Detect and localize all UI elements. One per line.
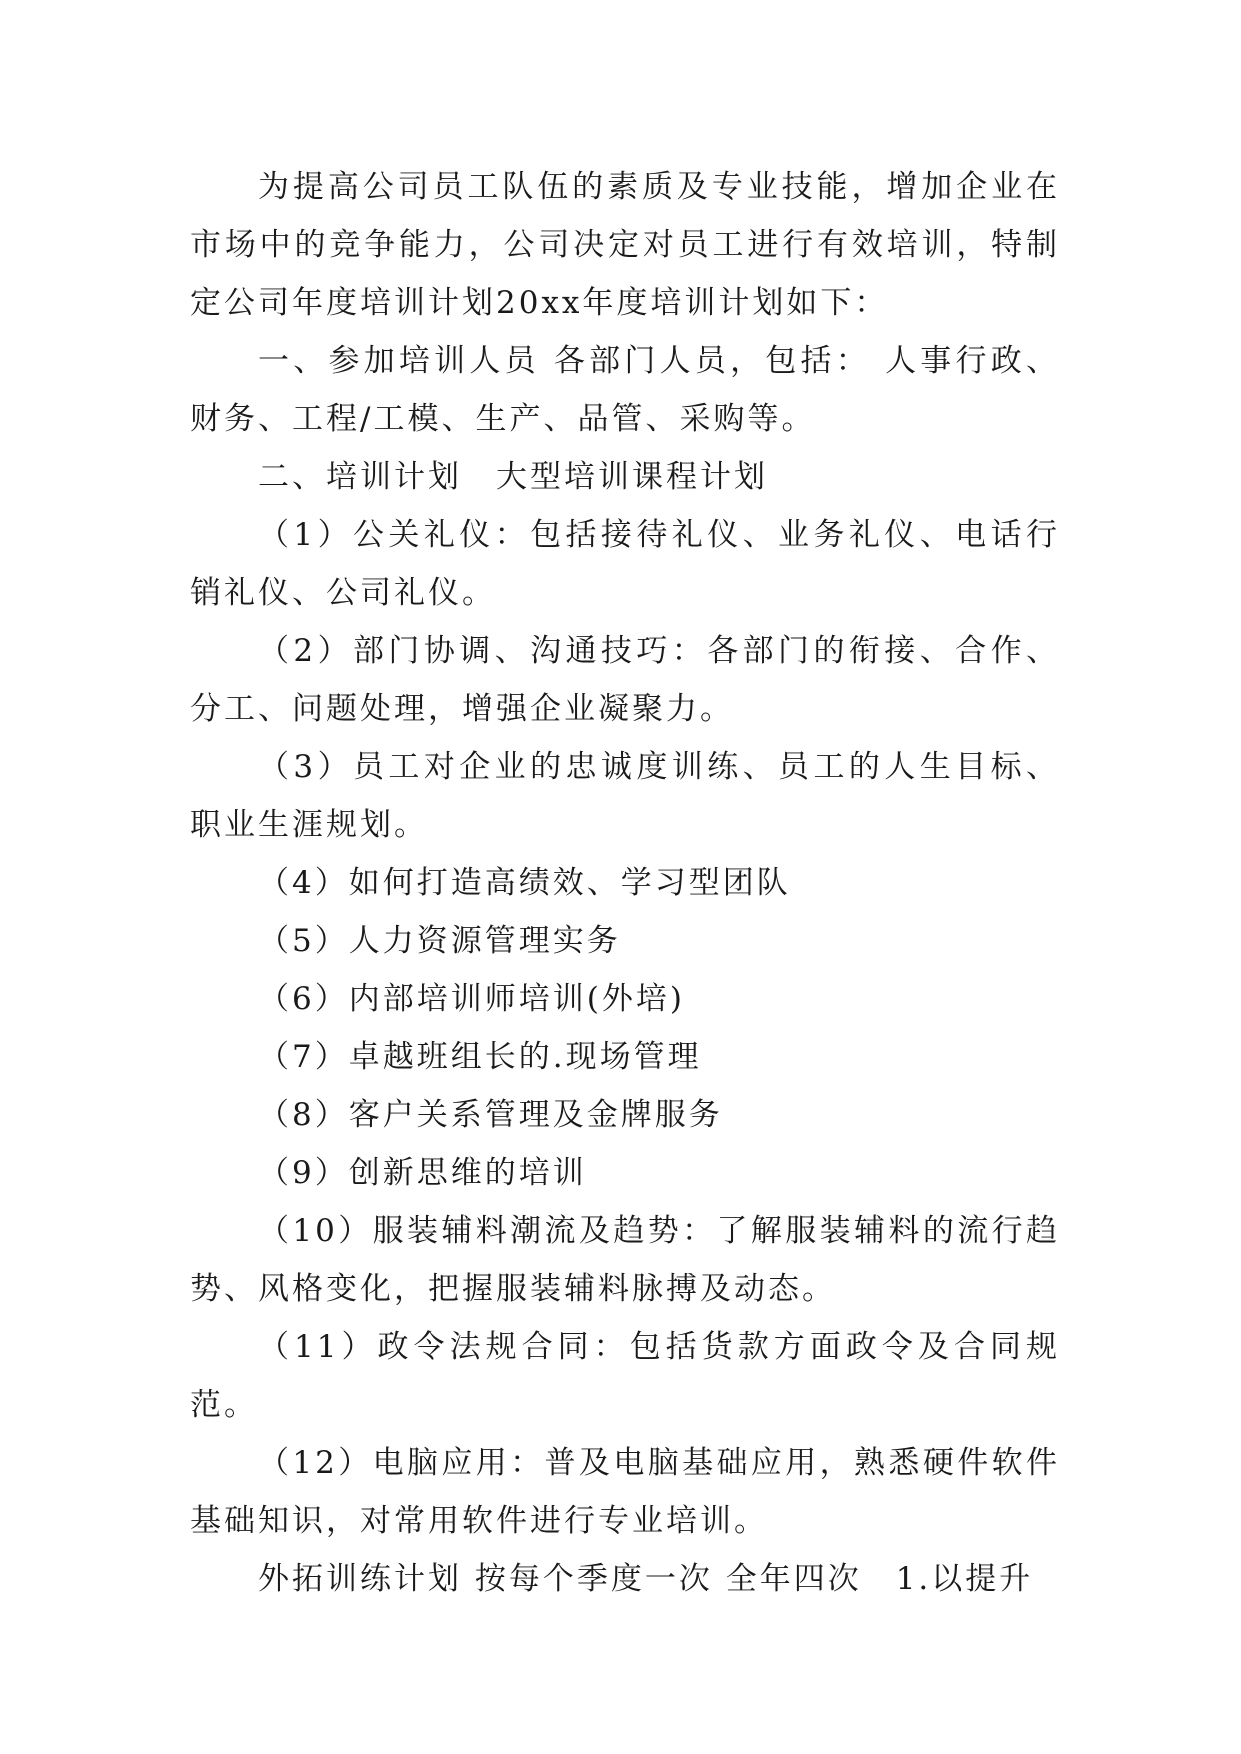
course-item-3: （3）员工对企业的忠诚度训练、员工的人生目标、职业生涯规划。: [190, 749, 1060, 843]
course-item-2: （2）部门协调、沟通技巧：各部门的衔接、合作、分工、问题处理，增强企业凝聚力。: [190, 633, 1060, 727]
course-item-10: （10）服装辅料潮流及趋势：了解服装辅料的流行趋势、风格变化，把握服装辅料脉搏及动态。: [190, 1213, 1060, 1307]
course-item-8: （8）客户关系管理及金牌服务: [258, 1097, 723, 1133]
course-item-4: （4）如何打造高绩效、学习型团队: [258, 865, 791, 901]
outdoor-training-plan: 外拓训练计划 按每个季度一次 全年四次 1.以提升: [258, 1561, 1034, 1597]
course-item-1: （1）公关礼仪：包括接待礼仪、业务礼仪、电话行销礼仪、公司礼仪。: [190, 517, 1060, 611]
intro-paragraph: 为提高公司员工队伍的素质及专业技能，增加企业在市场中的竞争能力，公司决定对员工进行有效培训，特制定公司年度培训计划20xx年度培训计划如下：: [190, 169, 1060, 321]
document-body: [190, 158, 1060, 1608]
course-item-11: （11）政令法规合同：包括货款方面政令及合同规范。: [190, 1329, 1060, 1423]
course-item-7: （7）卓越班组长的.现场管理: [258, 1039, 702, 1075]
section-training-plan: 二、培训计划 大型培训课程计划: [258, 459, 768, 495]
course-item-6: （6）内部培训师培训(外培): [258, 981, 685, 1017]
course-item-5: （5）人力资源管理实务: [258, 923, 621, 959]
course-item-9: （9）创新思维的培训: [258, 1155, 587, 1191]
section-participants: 一、参加培训人员 各部门人员，包括： 人事行政、财务、工程/工模、生产、品管、采购等。: [190, 343, 1060, 437]
course-item-12: （12）电脑应用：普及电脑基础应用，熟悉硬件软件基础知识，对常用软件进行专业培训。: [190, 1445, 1060, 1539]
